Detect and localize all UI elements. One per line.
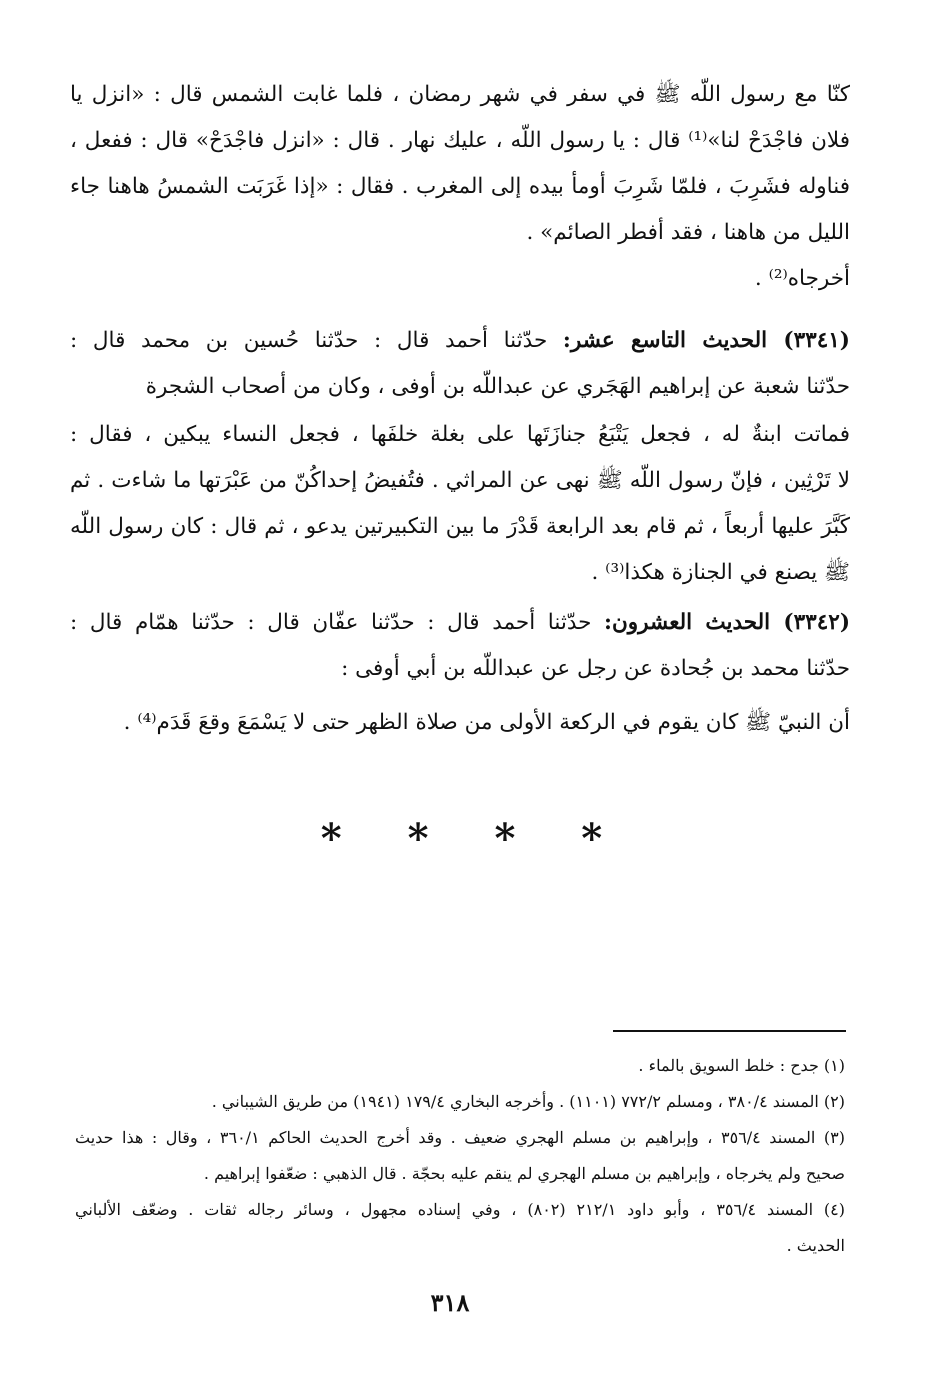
footnote-1: (١) جدح : خلط السويق بالماء . xyxy=(638,1056,845,1075)
hadith-20-matn xyxy=(70,700,850,746)
text-line: أن النبيّ ﷺ كان يقوم في الركعة الأولى من صلاة الظهر حتى لا يَسْمَعَ وقعَ قَدَم⁽⁴⁾ . xyxy=(123,710,850,735)
hadith-20 xyxy=(70,600,850,692)
passage-continued xyxy=(70,72,850,302)
text-line: أخرجاه⁽²⁾ . xyxy=(754,266,850,291)
hadith-19 xyxy=(70,318,850,410)
isnad-text: حدّثنا أحمد قال : حدّثنا عفّان قال : حدّثنا همّام قال : xyxy=(70,610,605,635)
footnote-divider xyxy=(613,1030,846,1032)
footnote-4-continued: الحديث . xyxy=(786,1236,845,1255)
footnote-3: (٣) المسند ٣٥٦/٤ ، وإبراهيم بن مسلم الهجري ضعيف . وقد أخرج الحديث الحاكم ٣٦٠/١ ، وقال : هذا حديث xyxy=(75,1128,845,1147)
footnote-4: (٤) المسند ٣٥٦/٤ ، وأبو داود ٢١٢/١ (٨٠٢) ، وفي إسناده مجهول ، وسائر رجاله ثقات . وضعّف الألباني xyxy=(75,1200,845,1219)
footnote-2: (٢) المسند ٣٨٠/٤ ، ومسلم ٧٧٢/٢ (١١٠١) . وأخرجه البخاري ١٧٩/٤ (١٩٤١) من طريق الشيباني . xyxy=(211,1092,845,1111)
text-line: كنّا مع رسول اللّه ﷺ في سفر في شهر رمضان ، فلما غابت الشمس قال : «انزل يا xyxy=(70,82,850,107)
text-line: ﷺ يصنع في الجنازة هكذا⁽³⁾ . xyxy=(591,560,850,585)
hadith-heading-line xyxy=(70,318,850,364)
text-line: فناوله فشَرِبَ ، فلمّا شَرِبَ أومأ بيده إلى المغرب . فقال : «إذا غَرَبَت الشمسُ هاهنا جاء xyxy=(70,174,850,199)
text-line: فلان فاجْدَحْ لنا»⁽¹⁾ قال : يا رسول اللّه ، عليك نهار . قال : «انزل فاجْدَحْ» قال : ففعل ، xyxy=(70,128,850,153)
text-line: الليل من هاهنا ، فقد أفطر الصائم» . xyxy=(526,220,850,245)
hadith-number-heading: (٣٣٤١) الحديث التاسع عشر: xyxy=(562,328,850,353)
hadith-heading-line xyxy=(70,600,850,646)
hadith-number-heading: (٣٣٤٢) الحديث العشرون: xyxy=(604,610,850,635)
page-number: ٣١٨ xyxy=(430,1288,470,1317)
footnote-3-continued: صحيح ولم يخرجاه ، وإبراهيم بن مسلم الهجري لم ينقم عليه بحجّة . قال الذهبي : ضعّفوا إبراهيم . xyxy=(203,1164,845,1183)
text-line: حدّثنا شعبة عن إبراهيم الهَجَري عن عبداللّه بن أوفى ، وكان من أصحاب الشجرة xyxy=(145,374,850,399)
hadith-19-matn xyxy=(70,412,850,596)
footnotes xyxy=(75,1048,845,1264)
text-line: فماتت ابنةٌ له ، فجعل يَتْبَعُ جنازَتَها على بغلة خلفَها ، فجعل النساء يبكين ، فقال : xyxy=(70,422,850,447)
text-line: كَبَّرَ عليها أربعاً ، ثم قام بعد الرابعة قَدْرَ ما بين التكبيرتين يدعو ، ثم قال : كان رسول اللّه xyxy=(70,514,850,539)
text-line: حدّثنا محمد بن جُحادة عن رجل عن عبداللّه بن أبي أوفى : xyxy=(341,656,850,681)
section-separator: * * * * xyxy=(320,815,629,862)
text-line: لا تَرْثِين ، فإنّ رسول اللّه ﷺ نهى عن المراثي . فتُفيضُ إحداكُنّ من عَبْرَتها ما شاءت . ثم xyxy=(70,468,850,493)
isnad-text: حدّثنا أحمد قال : حدّثنا حُسين بن محمد قال : xyxy=(70,328,563,353)
